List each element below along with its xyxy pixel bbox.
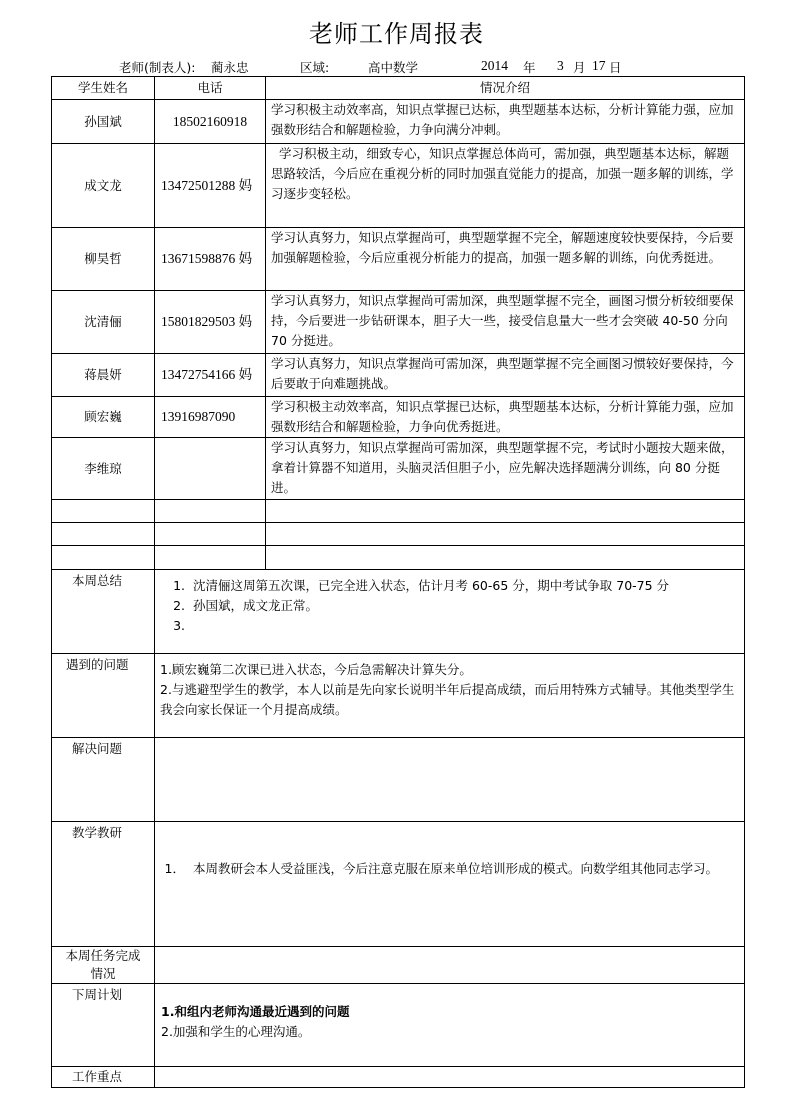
table-row [52, 397, 745, 438]
student-phone: 15801829503 妈 [155, 291, 266, 354]
table-row [52, 100, 745, 144]
report-day: 17 [592, 58, 606, 73]
student-name: 顾宏巍 [52, 397, 155, 438]
region-label: 区域: [300, 60, 330, 75]
summary-label: 本周总结 [52, 570, 155, 654]
next-plan-line-1: 1.和组内老师沟通最近遇到的问题 [161, 1004, 350, 1019]
year-unit: 年 [523, 60, 536, 75]
list-item: 1. 沈清俪这周第五次课，已完全进入状态，估计月考 60-65 分，期中考试争取 70-75 分 [173, 578, 670, 593]
focus-label: 工作重点 [52, 1067, 155, 1088]
empty-row [52, 546, 745, 570]
student-name: 李维琼 [52, 438, 155, 500]
problems-row [52, 654, 745, 738]
month-unit: 月 [573, 60, 586, 75]
solve-content [155, 738, 745, 822]
focus-row [52, 1067, 745, 1088]
next-plan-row [52, 984, 745, 1067]
completion-content [155, 947, 745, 984]
student-info: 学习认真努力，知识点掌握尚可，典型题掌握不完全，解题速度较快要保持，今后要加强解题检验，今后应重视分析能力的提高，加强一题多解的训练，向优秀挺进。 [266, 228, 745, 291]
student-info: 学习认真努力，知识点掌握尚可需加深，典型题掌握不完，考试时小题按大题来做，拿着计算器不知道用，头脑灵活但胆子小，应先解决选择题满分训练，向 80 分挺进。 [266, 438, 745, 500]
student-phone: 18502160918 [155, 100, 266, 144]
student-name: 孙国斌 [52, 100, 155, 144]
page-title: 老师工作周报表 [309, 20, 484, 48]
table-row [52, 354, 745, 397]
teacher-label: 老师(制表人): [119, 60, 196, 75]
table-row [52, 228, 745, 291]
research-label: 教学教研 [52, 822, 155, 947]
research-row [52, 822, 745, 947]
solve-label: 解决问题 [52, 738, 155, 822]
header-student-name: 学生姓名 [52, 77, 155, 100]
report-month: 3 [557, 58, 564, 73]
summary-row [52, 570, 745, 654]
student-info: 学习积极主动效率高，知识点掌握已达标，典型题基本达标，分析计算能力强，应加强数形结合和解题检验，力争向满分冲刺。 [266, 100, 745, 144]
research-list [163, 859, 740, 879]
problem-line: 2.与逃避型学生的教学，本人以前是先向家长说明半年后提高成绩，而后用特殊方式辅导。其他类型学生我会向家长保证一个月提高成绩。 [160, 682, 735, 717]
list-item: 1． 本周教研会本人受益匪浅，今后注意克服在原来单位培训形成的模式。向数学组其他同志学习。 [164, 861, 719, 876]
next-plan-label: 下周计划 [52, 984, 155, 1067]
student-phone: 13472754166 妈 [155, 354, 266, 397]
empty-row [52, 523, 745, 546]
header-info: 情况介绍 [266, 77, 745, 100]
table-header-row [52, 77, 745, 100]
student-name: 蒋晨妍 [52, 354, 155, 397]
student-name: 沈清俪 [52, 291, 155, 354]
problems-label: 遇到的问题 [52, 654, 155, 738]
student-name: 成文龙 [52, 144, 155, 228]
header-phone: 电话 [155, 77, 266, 100]
student-phone [155, 438, 266, 500]
student-info: 学习积极主动，细致专心，知识点掌握总体尚可，需加强，典型题基本达标，解题思路较活，今后应在重视分析的同时加强直觉能力的提高，加强一题多解的训练，学习逐步变轻松。 [266, 144, 745, 228]
completion-label: 本周任务完成情况 [52, 947, 155, 984]
student-name: 柳昊哲 [52, 228, 155, 291]
student-phone: 13472501288 妈 [155, 144, 266, 228]
teacher-name: 蔺永忠 [211, 60, 249, 75]
empty-row [52, 500, 745, 523]
weekly-report-table [51, 76, 745, 1088]
summary-list [163, 576, 744, 636]
solve-row [52, 738, 745, 822]
student-info: 学习认真努力，知识点掌握尚可需加深，典型题掌握不完全画图习惯较好要保持，今后要敢于向难题挑战。 [266, 354, 745, 397]
focus-content [155, 1067, 745, 1088]
student-info: 学习积极主动效率高，知识点掌握已达标，典型题基本达标，分析计算能力强，应加强数形结合和解题检验，力争向优秀挺进。 [266, 397, 745, 438]
day-unit: 日 [609, 60, 622, 75]
list-item: 2. 孙国斌，成文龙正常。 [173, 598, 319, 613]
problem-line: 1.顾宏巍第二次课已进入状态，今后急需解决计算失分。 [160, 662, 472, 677]
student-info: 学习认真努力，知识点掌握尚可需加深，典型题掌握不完全，画图习惯分析较细要保持，今后要进一步钻研课本，胆子大一些，接受信息量大一些才会突破 40-50 分向 70 分挺进。 [266, 291, 745, 354]
completion-row [52, 947, 745, 984]
table-row [52, 144, 745, 228]
region-value: 高中数学 [368, 60, 419, 75]
next-plan-line-2: 2.加强和学生的心理沟通。 [161, 1024, 311, 1039]
report-year: 2014 [481, 58, 508, 73]
student-phone: 13671598876 妈 [155, 228, 266, 291]
table-row [52, 438, 745, 500]
table-row [52, 291, 745, 354]
student-phone: 13916987090 [155, 397, 266, 438]
list-item: 3. [173, 618, 185, 633]
